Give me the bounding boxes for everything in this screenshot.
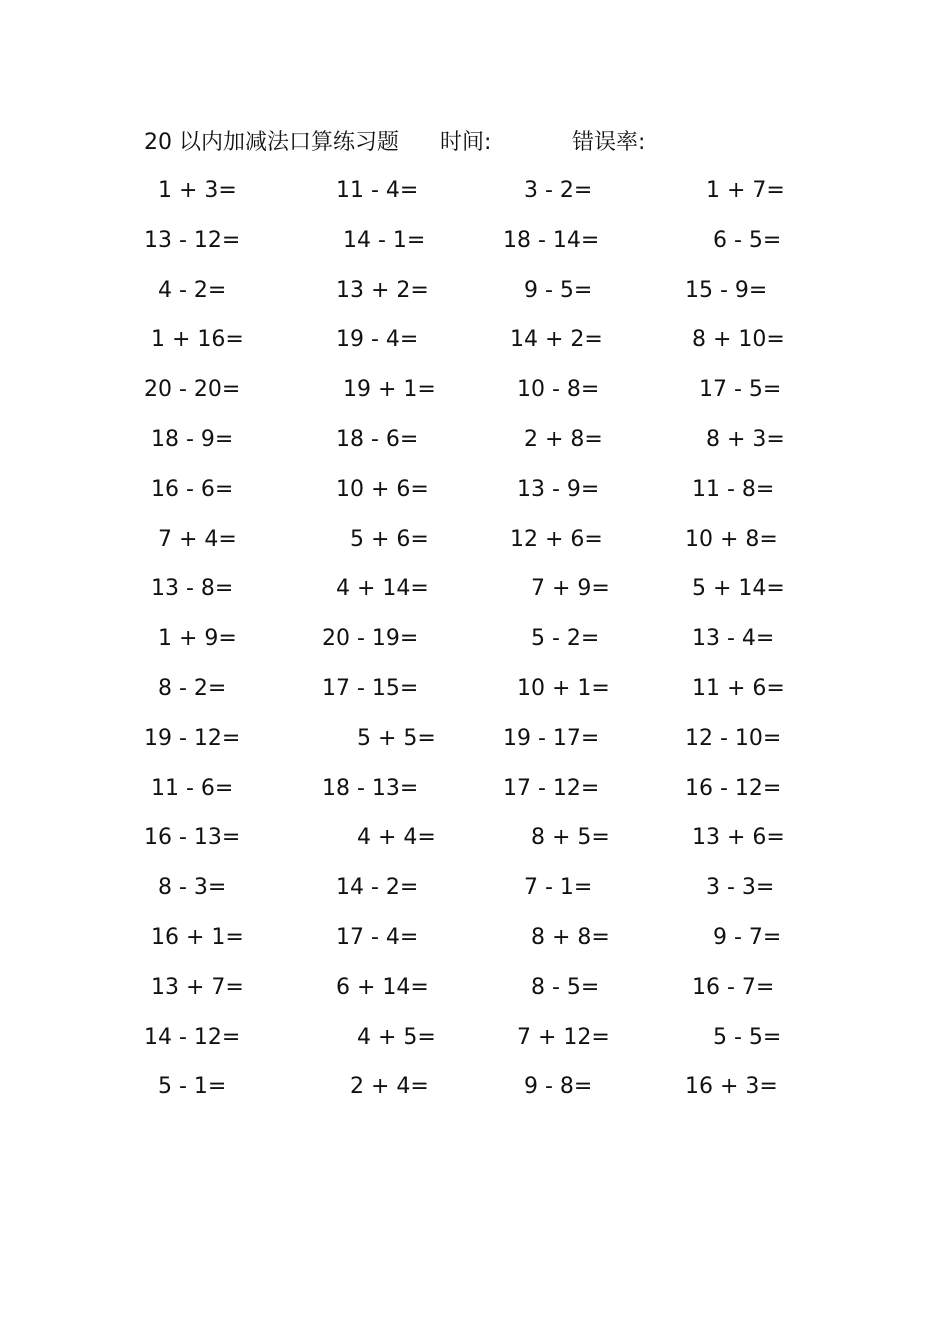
math-problem: 18 - 9= — [144, 426, 234, 452]
math-problem: 13 + 7= — [144, 974, 244, 1000]
time-label: 时间: — [440, 130, 492, 155]
math-problem: 15 - 9= — [685, 277, 768, 303]
math-problem: 13 + 2= — [322, 277, 429, 303]
math-problem: 1 + 7= — [685, 178, 785, 203]
math-problem: 7 + 12= — [503, 1024, 610, 1050]
math-problem: 3 - 3= — [685, 875, 775, 901]
math-problem: 10 + 8= — [685, 526, 778, 552]
math-problem: 19 - 4= — [322, 327, 419, 353]
math-problem: 10 - 8= — [503, 377, 600, 403]
math-problem: 19 + 1= — [322, 377, 436, 403]
math-problem: 1 + 16= — [144, 327, 244, 353]
math-problem: 17 - 5= — [685, 377, 782, 403]
math-problem: 2 + 4= — [322, 1074, 429, 1100]
math-problem: 1 + 9= — [144, 626, 237, 652]
math-problem: 14 - 12= — [144, 1024, 241, 1050]
math-problem: 8 - 2= — [144, 675, 227, 701]
math-problem: 10 + 6= — [322, 476, 429, 502]
problem-row — [0, 1021, 950, 1071]
problem-row — [0, 672, 950, 722]
math-problem: 19 - 17= — [503, 725, 600, 751]
math-problem: 5 - 5= — [685, 1024, 782, 1050]
math-problem: 4 + 14= — [322, 576, 429, 602]
problem-row — [0, 224, 950, 274]
math-problem: 13 - 9= — [503, 476, 600, 502]
worksheet-title: 20 以内加减法口算练习题 — [144, 130, 399, 155]
math-problem: 17 - 15= — [322, 675, 419, 701]
math-problem: 6 + 14= — [322, 974, 429, 1000]
math-problem: 16 + 1= — [144, 924, 244, 950]
math-problem: 4 - 2= — [144, 277, 227, 303]
math-problem: 20 - 20= — [144, 377, 241, 403]
problem-row — [0, 423, 950, 473]
math-problem: 12 + 6= — [503, 526, 603, 552]
math-problem: 16 - 13= — [144, 825, 241, 851]
math-problem: 4 + 5= — [322, 1024, 436, 1050]
math-problem: 16 - 12= — [685, 775, 782, 801]
math-problem: 10 + 1= — [503, 675, 610, 701]
math-problem: 8 + 5= — [503, 825, 610, 851]
math-problem: 18 - 14= — [503, 227, 600, 253]
problem-row — [0, 772, 950, 822]
math-problem: 11 - 8= — [685, 476, 775, 502]
problem-row — [0, 971, 950, 1021]
math-problem: 18 - 6= — [322, 426, 419, 452]
problem-row — [0, 921, 950, 971]
problem-row — [0, 373, 950, 423]
problem-grid — [0, 174, 950, 1120]
math-problem: 12 - 10= — [685, 725, 782, 751]
math-problem: 7 + 9= — [503, 576, 610, 602]
problem-row — [0, 323, 950, 373]
math-problem: 8 + 3= — [685, 426, 785, 452]
math-problem: 14 + 2= — [503, 327, 603, 353]
math-problem: 5 + 5= — [322, 725, 436, 751]
math-problem: 5 + 14= — [685, 576, 785, 602]
math-problem: 7 - 1= — [503, 875, 593, 901]
problem-row — [0, 523, 950, 573]
math-problem: 9 - 7= — [685, 924, 782, 950]
math-problem: 5 - 1= — [144, 1074, 227, 1100]
math-problem: 14 - 1= — [322, 227, 426, 253]
problem-row — [0, 572, 950, 622]
math-problem: 8 + 8= — [503, 924, 610, 950]
math-problem: 4 + 4= — [322, 825, 436, 851]
math-problem: 16 + 3= — [685, 1074, 778, 1100]
problem-row — [0, 722, 950, 772]
math-problem: 1 + 3= — [144, 178, 237, 203]
problem-row — [0, 871, 950, 921]
problem-row — [0, 821, 950, 871]
math-problem: 2 + 8= — [503, 426, 603, 452]
problem-row — [0, 473, 950, 523]
math-problem: 8 - 3= — [144, 875, 227, 901]
math-problem: 5 + 6= — [322, 526, 429, 552]
math-problem: 9 - 5= — [503, 277, 593, 303]
math-problem: 16 - 6= — [144, 476, 234, 502]
math-problem: 11 - 4= — [322, 178, 419, 203]
math-problem: 20 - 19= — [322, 626, 419, 652]
problem-row — [0, 174, 950, 224]
error-rate-label: 错误率: — [572, 130, 646, 155]
math-problem: 17 - 12= — [503, 775, 600, 801]
problem-row — [0, 274, 950, 324]
math-problem: 3 - 2= — [503, 178, 593, 203]
math-problem: 14 - 2= — [322, 875, 419, 901]
math-problem: 13 + 6= — [685, 825, 785, 851]
problem-row — [0, 1070, 950, 1120]
math-problem: 5 - 2= — [503, 626, 600, 652]
math-problem: 11 - 6= — [144, 775, 234, 801]
math-problem: 7 + 4= — [144, 526, 237, 552]
math-problem: 8 - 5= — [503, 974, 600, 1000]
math-problem: 13 - 4= — [685, 626, 775, 652]
math-problem: 13 - 8= — [144, 576, 234, 602]
math-problem: 11 + 6= — [685, 675, 785, 701]
math-problem: 13 - 12= — [144, 227, 241, 253]
problem-row — [0, 622, 950, 672]
math-problem: 16 - 7= — [685, 974, 775, 1000]
math-problem: 8 + 10= — [685, 327, 785, 353]
math-problem: 17 - 4= — [322, 924, 419, 950]
math-problem: 6 - 5= — [685, 227, 782, 253]
math-problem: 9 - 8= — [503, 1074, 593, 1100]
math-problem: 19 - 12= — [144, 725, 241, 751]
math-problem: 18 - 13= — [322, 775, 419, 801]
